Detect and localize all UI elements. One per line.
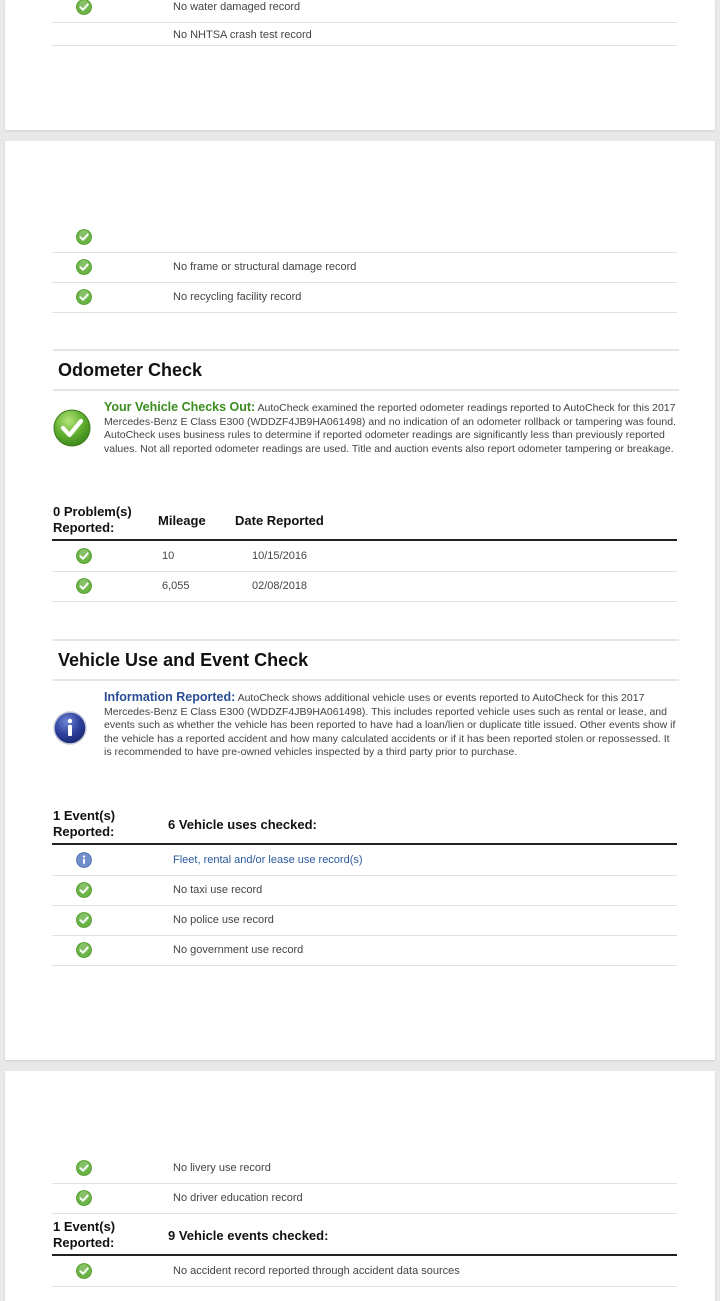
table-row: [52, 935, 677, 966]
section-title: Vehicle Use and Event Check: [58, 650, 309, 670]
section-title: Odometer Check: [58, 360, 203, 380]
col-events-line1: 1 Event(s): [53, 808, 116, 823]
list-item: [52, 252, 677, 283]
row-text: No livery use record: [173, 1162, 271, 1174]
report-card-3: [5, 1071, 715, 1301]
check-icon: [76, 1190, 92, 1206]
table-row: [52, 541, 677, 572]
table-row: [52, 571, 677, 602]
report-card-1: [5, 0, 715, 130]
col-events-line1: 1 Event(s): [53, 1219, 116, 1234]
col-mileage: Mileage: [158, 513, 206, 528]
row-text: No driver education record: [173, 1192, 303, 1204]
row-text: No water damaged record: [173, 1, 301, 13]
odometer-section-header: [53, 349, 679, 391]
vehicle-use-table-header: [52, 807, 677, 845]
col-uses-checked: 6 Vehicle uses checked:: [168, 817, 317, 832]
date-cell: 10/15/2016: [252, 550, 308, 562]
row-text: No NHTSA crash test record: [173, 29, 312, 41]
check-icon: [76, 578, 92, 594]
check-icon: [76, 912, 92, 928]
date-cell: 02/08/2018: [252, 580, 308, 592]
odometer-body: AutoCheck examined the reported odometer readings reported to AutoCheck for this 2017 Mercedes-Benz E Class E300 (WDDZF4JB9HA061498) and no indication of an odometer rollback or tampering was found. AutoCheck uses business rules to determine if reported odometer readings are significantly less than previously reported values. Not all reported odometer readings are used. Title and auction events also report odometer tampering or breakage.: [104, 402, 676, 455]
col-problems-line2: Reported:: [53, 520, 115, 535]
report-card-2: [5, 141, 715, 1060]
mileage-cell: 10: [162, 550, 175, 562]
table-row: [52, 875, 677, 906]
check-icon: [76, 942, 92, 958]
table-row: [52, 845, 677, 876]
row-text: No recycling facility record: [173, 291, 302, 303]
row-text: No taxi use record: [173, 884, 263, 896]
table-row: [52, 1256, 677, 1287]
check-icon: [76, 1263, 92, 1279]
row-text: No accident record reported through accident data sources: [173, 1265, 460, 1277]
list-item: [52, 1183, 677, 1214]
list-item: [52, 1153, 677, 1184]
odometer-table-header: [52, 503, 677, 541]
col-events-line2: Reported:: [53, 824, 115, 839]
check-icon: [76, 548, 92, 564]
vehicle-use-description: [104, 691, 679, 760]
row-text: No frame or structural damage record: [173, 261, 357, 273]
col-problems: [53, 504, 132, 536]
vehicle-use-body: AutoCheck shows additional vehicle uses or events reported to AutoCheck for this 2017 Mercedes-Benz E Class E300 (WDDZF4JB9HA061498). This includes reported vehicle uses such as rental or lease, and events such as whether the vehicle has been reported to have had a loan/lien or duplicate title issued. Other events show if the vehicle has a reported accident and how many calculated accidents or if it has been reported stolen or repossessed. It is recommended to have pre-owned vehicles inspected by a third party prior to purchase.: [104, 692, 676, 759]
big-check-icon: [53, 409, 91, 447]
list-item: [52, 222, 677, 253]
col-problems-line1: 0 Problem(s): [53, 504, 132, 519]
check-icon: [76, 1160, 92, 1176]
row-text: No police use record: [173, 914, 274, 926]
odometer-description: [104, 401, 679, 456]
table-row: [52, 905, 677, 936]
vehicle-use-section-header: [53, 639, 679, 681]
col-events: [53, 808, 115, 840]
check-icon: [76, 259, 92, 275]
odometer-lead: Your Vehicle Checks Out:: [104, 400, 256, 414]
mileage-cell: 6,055: [162, 580, 190, 592]
vehicle-events-table-header: [52, 1218, 677, 1256]
check-icon: [76, 229, 92, 245]
list-item: [52, 0, 677, 23]
vehicle-use-summary: [53, 691, 679, 776]
vehicle-use-lead: Information Reported:: [104, 690, 236, 704]
col-events-line2: Reported:: [53, 1235, 115, 1250]
check-icon: [76, 0, 92, 15]
col-events-checked: 9 Vehicle events checked:: [168, 1228, 329, 1243]
info-icon: [76, 852, 92, 868]
col-events: [53, 1219, 115, 1251]
big-info-icon: [53, 711, 87, 745]
list-item: [52, 282, 677, 313]
check-icon: [76, 882, 92, 898]
col-date-reported: Date Reported: [235, 513, 324, 528]
check-icon: [76, 289, 92, 305]
odometer-summary: [53, 401, 679, 481]
row-link[interactable]: Fleet, rental and/or lease use record(s): [173, 854, 363, 866]
list-item: [52, 22, 677, 46]
row-text: No government use record: [173, 944, 304, 956]
